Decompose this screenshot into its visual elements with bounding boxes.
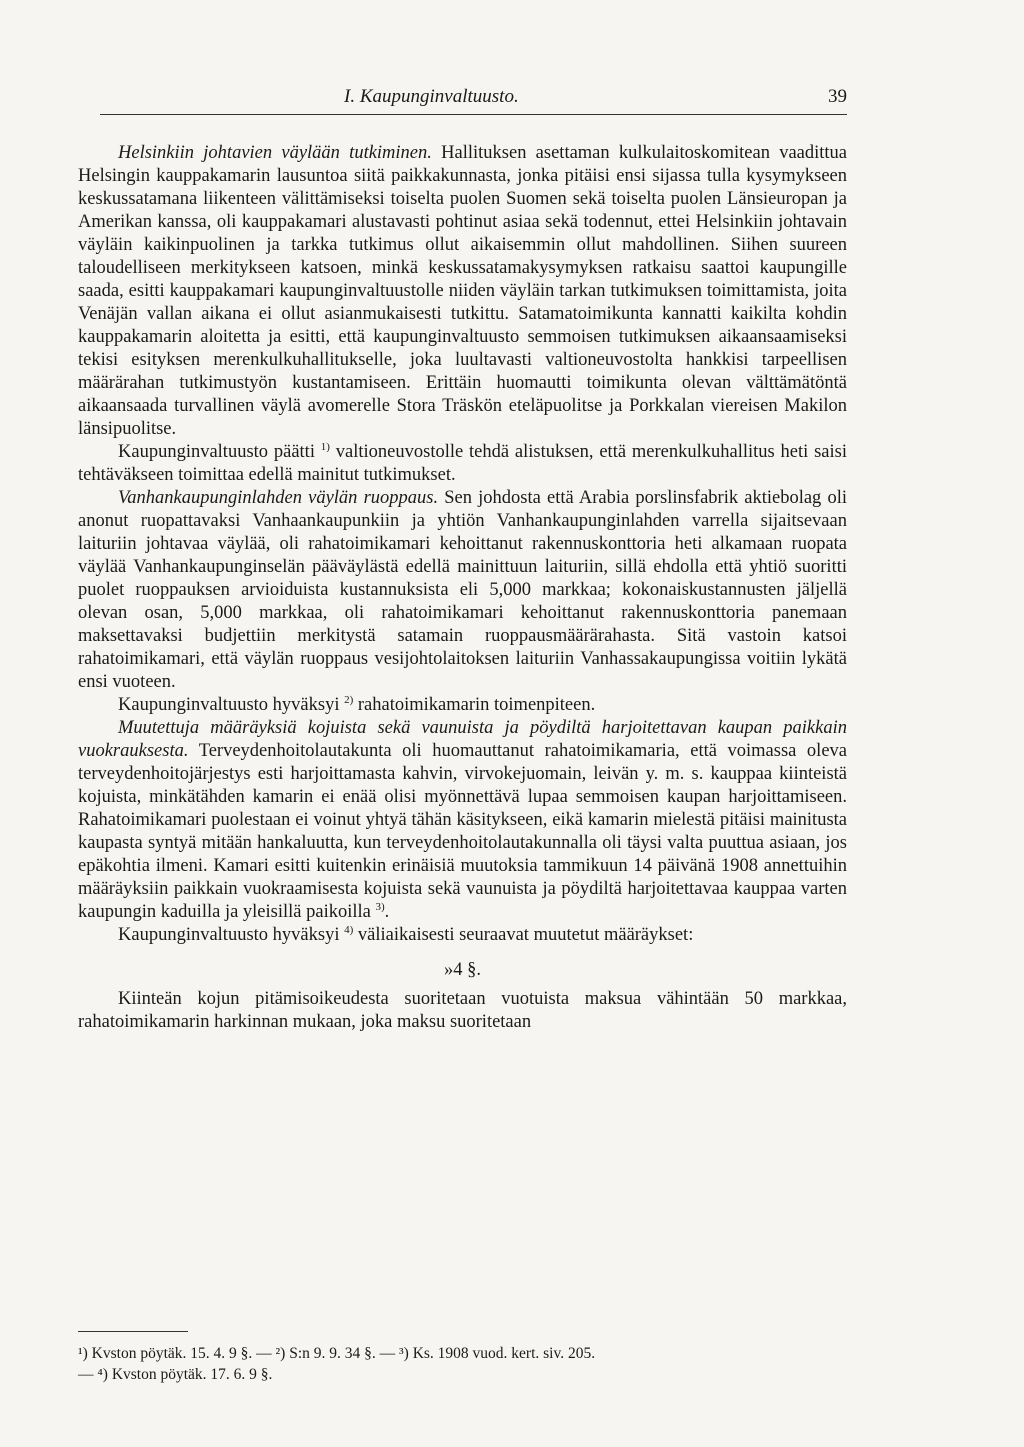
- paragraph-text: Hallituksen asettaman kulkulaitoskomitean vaadittua Helsingin kauppakamarin lausuntoa siitä paikkakunnasta, jonka pitäisi ensi sijassa tulla kysymykseen keskussatamana liikenteen välittämiseksi toiselta puolen Suomen sekä toiselta puolen Länsieuropan ja Amerikan kanssa, oli kauppakamari alustavasti pohtinut asiaa sekä todennut, ettei Helsinkiin johtavain väyläin kaikinpuolinen ja tarkka tutkimus ollut aikaisemmin ollut mahdollinen. Siihen suureen taloudelliseen merkitykseen katsoen, minkä keskussatamakysymyksen ratkaisu saattoi kaupungille saada, esitti kauppakamari kaupunginvaltuustolle niiden väyläin tarkan tutkimuksen toimittamista, joita Venäjän vallan aikana ei ollut asianmukaisesti tutkittu. Satamatoimikunta kannatti kaikilta kohdin kauppakamarin aloitetta ja esitti, että kaupunginvaltuusto semmoisen tutkimuksen aikaansaamiseksi tekisi esityksen merenkulkuhallitukselle, joka luultavasti valtioneuvostolta hankkisi tarpeellisen määrärahan tutkimustyön kustantamiseen. Erittäin huomautti toimikunta olevan välttämätöntä aikaansaada turvallinen väylä avomerelle Stora Träskön eteläpuolitse ja Porkkalan viereisen Makilon länsipuolitse.: [78, 143, 848, 439]
- paragraph: [78, 441, 847, 487]
- footnote-ref: 4): [344, 923, 354, 936]
- body-text: [78, 142, 847, 1034]
- footnote-line: ¹) Kvston pöytäk. 15. 4. 9 §. — ²) S:n 9. 9. 34 §. — ³) Ks. 1908 vuod. kert. siv. 205.: [78, 1345, 596, 1362]
- paragraph-heading: Muutettuja määräyksiä kojuista sekä vaunuista ja pöydiltä harjoitettavan kaupan paikkain vuokrauksesta.: [78, 718, 847, 761]
- running-title: I. Kaupunginvaltuusto.: [344, 86, 519, 107]
- paragraph: Kiinteän kojun pitämisoikeudesta suoritetaan vuotuista maksua vähintään 50 markkaa, rahatoimikamarin harkinnan mukaan, joka maksu suoritetaan: [78, 989, 847, 1032]
- paragraph-text: Terveydenhoitolautakunta oli huomauttanut rahatoimikamaria, että voimassa oleva terveydenhoitojärjestys esti harjoittamasta kahvin, virvokejuomain, leivän y. m. s. kauppaa kiinteistä kojuista, minkätähden kamarin ei enää olisi myönnettävä lupaa semmoisen kaupan harjoittamiseen. Rahatoimikamari puolestaan ei voinut yhtyä tähän käsitykseen, eikä kamarin mielestä pitäisi mainitusta kaupasta syntyä mitään hankaluutta, kun terveydenhoitolautakunnalla oli täysi valta puuttua asiaan, jos epäkohtia ilmeni. Kamari esitti kuitenkin erinäisiä muutoksia tammikuun 14 päivänä 1908 annettuihin määräyksiin paikkain vuokraamisesta kojuista sekä vaunuista ja pöydiltä harjoitettavaa kauppaa varten kaupungin kaduilla ja yleisillä paikoilla: [78, 741, 847, 922]
- footnote-ref: 1): [320, 440, 330, 453]
- paragraph: [78, 487, 847, 694]
- paragraph-text: Sen johdosta että Arabia porslinsfabrik aktiebolag oli anonut ruopattavaksi Vanhaankaupunkiin ja yhtiön Vanhankaupunginlahden varrella sijaitsevaan laituriin johtavaa väylää, oli rahatoimikamari kehoittanut rakennuskonttoria heti alkamaan ruopata väylää Vanhankaupunginselän pääväylästä edellä mainittuun laituriin, sillä ehdolla että yhtiö suoritti puolet ruoppauksen arvioiduista kustannuksista eli 5,000 markkaa; kokonaiskustannusten jäljellä olevan osan, 5,000 markkaa, oli rahatoimikamari kehoittanut rakennuskonttoria panemaan maksettavaksi budjettiin merkitystä satamain ruoppausmäärärahasta. Sitä vastoin katsoi rahatoimikamari, että väylän ruoppaus vesijohtolaitoksen laituriin Vanhassakaupungissa voitiin lykätä ensi vuoteen.: [78, 488, 847, 692]
- footnote-ref: 3): [375, 900, 385, 913]
- paragraph-text: valtioneuvostolle tehdä alistuksen, että merenkulkuhallitus heti saisi tehtäväkseen toimittaa edellä mainitut tutkimukset.: [78, 442, 847, 485]
- paragraph-text: Kaupunginvaltuusto päätti: [118, 442, 321, 462]
- page-number: 39: [828, 86, 847, 107]
- footnote-rule: [78, 1331, 188, 1332]
- paragraph-heading: Vanhankaupunginlahden väylän ruoppaus.: [118, 488, 439, 508]
- paragraph-text: .: [384, 902, 390, 922]
- paragraph-text: rahatoimikamarin toimenpiteen.: [353, 695, 596, 715]
- paragraph: [78, 717, 847, 924]
- footnotes: [78, 1343, 847, 1385]
- paragraph-text: Kaupunginvaltuusto hyväksyi: [118, 925, 345, 945]
- paragraph-heading: Helsinkiin johtavien väylään tutkiminen.: [118, 143, 432, 163]
- footnote-line: — ⁴) Kvston pöytäk. 17. 6. 9 §.: [78, 1366, 273, 1383]
- footnote-ref: 2): [344, 693, 354, 706]
- section-mark: »4 §.: [444, 960, 481, 980]
- paragraph-text: Kaupunginvaltuusto hyväksyi: [118, 695, 345, 715]
- page-header: [100, 86, 847, 115]
- paragraph: [78, 924, 847, 947]
- paragraph-text: väliaikaisesti seuraavat muutetut määräykset:: [353, 925, 694, 945]
- paragraph: [78, 142, 847, 441]
- paragraph: [78, 694, 847, 717]
